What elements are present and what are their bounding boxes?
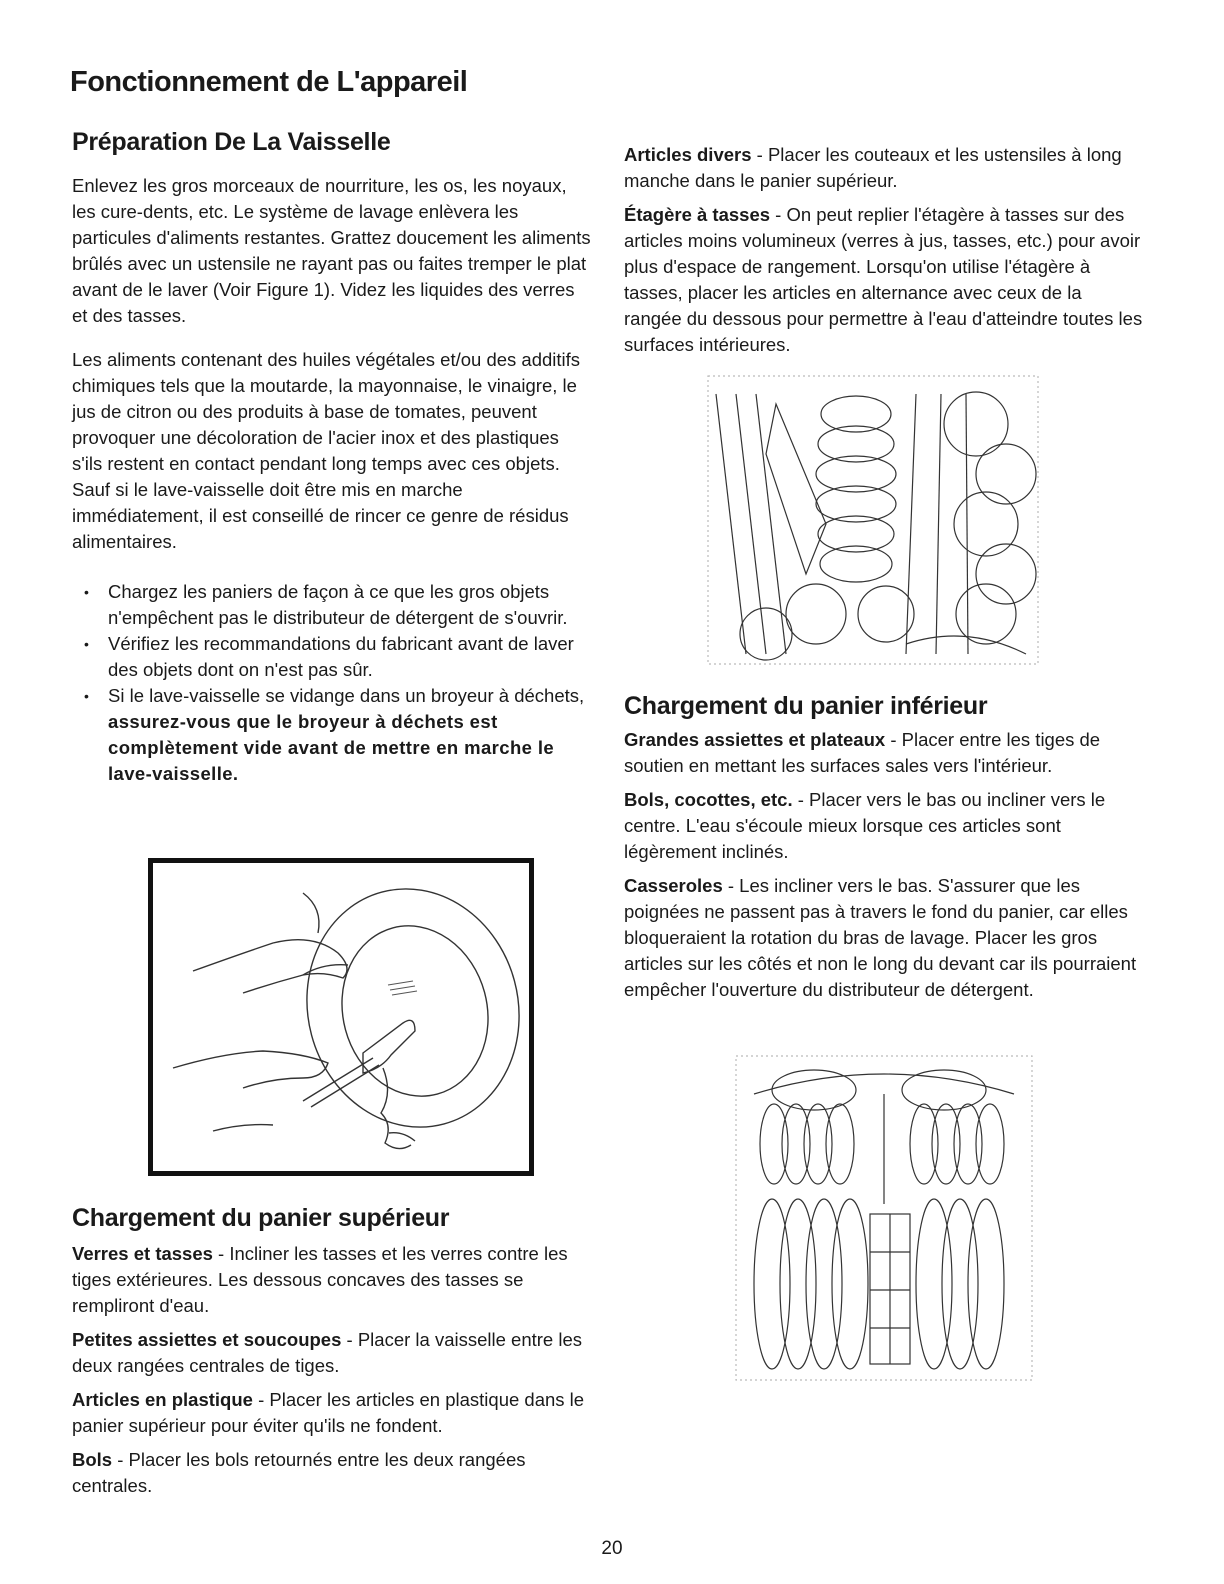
item-label: Grandes assiettes et plateaux xyxy=(624,729,886,750)
lower-rack-drawing xyxy=(734,1054,1034,1382)
prep-paragraph-1: Enlevez les gros morceaux de nourriture, les os, les noyaux, les cure-dents, etc. Le système de lavage enlèvera les particules d'aliments restantes. Grattez doucement les aliments brûlés avec un ustensile ne rayant pas ou faites tremper le plat avant de le laver (Voir Figure 1). Videz les liquides des verres et des tasses. xyxy=(72,175,591,326)
lower-item xyxy=(624,787,1144,865)
item-label: Verres et tasses xyxy=(72,1243,213,1264)
item-label: Articles divers xyxy=(624,144,752,165)
bullet-item: • Chargez les paniers de façon à ce que les gros objets n'empêchent pas le distributeur de détergent de s'ouvrir. xyxy=(72,579,592,631)
upper-item xyxy=(72,1327,592,1379)
scraping-illustration xyxy=(153,863,529,1171)
figure-scraping-plate xyxy=(148,858,534,1176)
bullet-item: • Vérifiez les recommandations du fabricant avant de laver des objets dont on n'est pas sûr. xyxy=(72,631,592,683)
item-label: Bols xyxy=(72,1449,113,1470)
item-text: - Placer les articles en plastique dans le panier supérieur pour éviter qu'ils ne fondent. xyxy=(72,1389,585,1436)
item-text: - Placer les bols retournés entre les deux rangées centrales. xyxy=(72,1449,526,1496)
bullet-text: Si le lave-vaisselle se vidange dans un broyeur à déchets, xyxy=(108,685,585,706)
prep-paragraph-2: Les aliments contenant des huiles végétales et/ou des additifs chimiques tels que la moutarde, la mayonnaise, le vinaigre, le jus de citron ou des produits à base de tomates, peuvent provoquer une décoloration de l'acier inox et des plastiques s'ils restent en contact pendant long temps avec ces objets. Sauf si le lave-vaisselle doit être mis en marche immédiatement, il est conseillé de rincer ce genre de résidus alimentaires. xyxy=(72,349,581,552)
upper-rack-heading: Chargement du panier supérieur xyxy=(72,1204,450,1232)
item-label: Casseroles xyxy=(624,875,723,896)
item-text: - Placer vers le bas ou incliner vers le centre. L'eau s'écoule mieux lorsque ces articles sont légèrement inclinés. xyxy=(624,789,1106,862)
item-label: Bols, cocottes, etc. xyxy=(624,789,793,810)
item-text: - Incliner les tasses et les verres contre les tiges extérieures. Les dessous concaves des tasses se rempliront d'eau. xyxy=(72,1243,568,1316)
upper-item xyxy=(72,1447,592,1499)
right-item xyxy=(624,202,1144,358)
item-text: - Placer entre les tiges de soutien en mettant les surfaces sales vers l'intérieur. xyxy=(624,729,1101,776)
item-label: Petites assiettes et soucoupes xyxy=(72,1329,342,1350)
lower-rack-section xyxy=(624,692,1144,1011)
warning-text: assurez-vous que le broyeur à déchets est complètement vide avant de mettre en marche le lave-vaisselle. xyxy=(108,711,555,784)
page-number: 20 xyxy=(601,1538,623,1559)
bullet-item xyxy=(72,683,592,787)
upper-item xyxy=(72,1387,592,1439)
item-text: - Placer la vaisselle entre les deux rangées centrales de tiges. xyxy=(72,1329,582,1376)
left-column xyxy=(72,128,592,787)
lower-rack-heading: Chargement du panier inférieur xyxy=(624,692,988,720)
prep-heading: Préparation De La Vaisselle xyxy=(72,128,391,156)
item-text: - Les incliner vers le bas. S'assurer que les poignées ne passent pas à travers le fond du panier, car elles bloqueraient la rotation du bras de lavage. Placer les gros articles sur les côtés et non le long du devant car ils pourraient empêcher l'ouverture du distributeur de détergent. xyxy=(624,875,1137,1000)
right-column-top xyxy=(624,142,1144,366)
upper-item xyxy=(72,1241,592,1319)
lower-item xyxy=(624,873,1144,1003)
prep-bullet-list xyxy=(72,579,592,787)
upper-rack-illustration xyxy=(706,374,1042,666)
page-title: Fonctionnement de L'appareil xyxy=(70,66,468,98)
upper-rack-drawing xyxy=(706,374,1042,666)
lower-item xyxy=(624,727,1144,779)
item-label: Étagère à tasses xyxy=(624,204,771,225)
item-label: Articles en plastique xyxy=(72,1389,253,1410)
item-text: - Placer les couteaux et les ustensiles à long manche dans le panier supérieur. xyxy=(624,144,1122,191)
lower-rack-illustration xyxy=(734,1054,1034,1382)
upper-rack-section xyxy=(72,1204,592,1507)
item-text: - On peut replier l'étagère à tasses sur des articles moins volumineux (verres à jus, tasses, etc.) pour avoir plus d'espace de rangement. Lorsqu'on utilise l'étagère à tasses, placer les articles en alternance avec ceux de la rangée du dessous pour permettre à l'eau d'atteindre toutes les surfaces intérieures. xyxy=(624,204,1143,355)
right-item xyxy=(624,142,1144,194)
